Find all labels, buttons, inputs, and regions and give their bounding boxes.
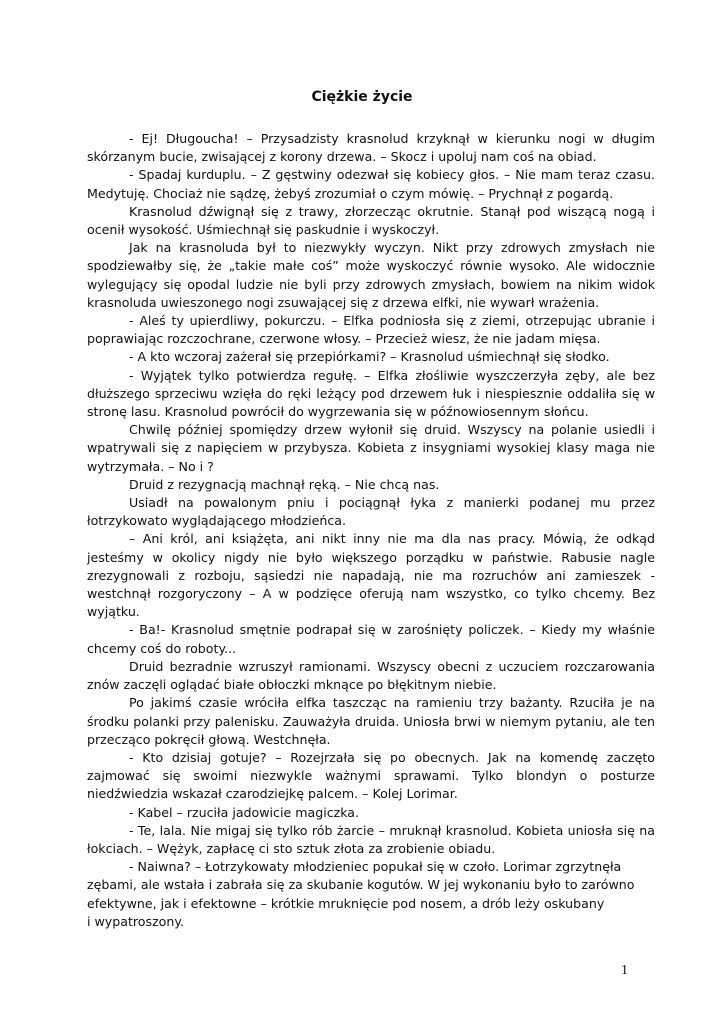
- paragraph: Usiadł na powalonym pniu i pociągnął łyka z manierki podanej mu przez łotrzykowato wyglądającego młodzieńca.: [87, 495, 655, 529]
- paragraph: Chwilę później spomiędzy drzew wyłonił się druid. Wszyscy na polanie usiedli i wpatrywali się z napięciem w przybysza. Kobieta z insygniami wysokiej klasy maga nie wytrzymała. – No i ?: [87, 422, 655, 474]
- paragraph: - Kto dzisiaj gotuje? – Rozejrzała się po obecnych. Jak na komendę zaczęto zajmować się swoimi niezwykle ważnymi sprawami. Tylko blondyn o posturze niedźwiedzia wskazał czarodziejkę palcem. – Kolej Lorimar.: [87, 749, 655, 802]
- paragraph: Krasnolud dźwignął się z trawy, złorzecząc okrutnie. Stanął pod wiszącą nogą i ocenił wysokość. Uśmiechnął się paskudnie i wyskoczył.: [87, 203, 655, 238]
- paragraph: – Ani król, ani książęta, ani nikt inny nie ma dla nas pracy. Mówią, że odkąd jesteśmy w okolicy nigdy nie było większego porządku w państwie. Rabusie nagle zrezygnowali z rozboju, sąsiedzi nie napadają, nie ma rozruchów ani zamieszek - westchnął rozgoryczony – A w podzięce oferują nam wszystko, co tylko chcemy. Bez wyjątku.: [87, 531, 655, 620]
- paragraph: - Kabel – rzuciła jadowicie magiczka.: [129, 804, 360, 820]
- paragraph: i wypatroszony.: [87, 913, 185, 929]
- document-title: Ciężkie życie: [311, 89, 413, 105]
- paragraph: Druid bezradnie wzruszył ramionami. Wszyscy obecni z uczuciem rozczarowania znów zaczęli oglądać białe obłoczki mknące po błękitnym niebie.: [87, 658, 655, 693]
- paragraph: Druid z rezygnacją machnął ręką. – Nie chcą nas.: [129, 476, 440, 492]
- paragraph: - Spadaj kurduplu. – Z gęstwiny odezwał się kobiecy głos. – Nie mam teraz czasu. Medytuję. Chociaż nie sądzę, żebyś zrozumiał o czym mówię. – Prychnął z pogardą.: [87, 167, 655, 201]
- paragraph: Po jakimś czasie wróciła elfka taszcząc na ramieniu trzy bażanty. Rzuciła je na środku polanki przy palenisku. Zauważyła druida. Uniosła brwi w niemym pytaniu, ale ten przecząco pokręcił głową. Westchnęła.: [87, 695, 655, 747]
- paragraph: Jak na krasnoluda był to niezwykły wyczyn. Nikt przy zdrowych zmysłach nie spodziewałby się, że „takie małe coś” może wyskoczyć równie wysoko. Ale widocznie wylegujący się opodal ludzie nie byli przy zdrowych zmysłach, bowiem na nikim widok krasnoluda uwieszonego nogi zsuwającej się z drzewa elfki, nie wywarł wrażenia.: [87, 240, 655, 310]
- paragraph: - A kto wczoraj zażerał się przepiórkami? – Krasnolud uśmiechnął się słodko.: [129, 349, 610, 365]
- page-number: 1: [621, 963, 628, 978]
- paragraph: - Ej! Długoucha! – Przysadzisty krasnolud krzyknął w kierunku nogi w długim skórzanym bucie, zwisającej z korony drzewa. – Skocz i upoluj nam coś na obiad.: [87, 131, 655, 165]
- paragraph: - Naiwna? – Łotrzykowaty młodzieniec popukał się w czoło. Lorimar zgrzytnęła zębami, ale wstała i zabrała się za skubanie kogutów. W jej wykonaniu było to zarówno efektywne, jak i efektowne – krótkie mruknięcie pod nosem, a drób leży oskubany: [87, 859, 635, 911]
- paragraph: - Te, lala. Nie migaj się tylko rób żarcie – mruknął krasnolud. Kobieta uniosła się na łokciach. – Wężyk, zapłacę ci sto sztuk złota za zrobienie obiadu.: [87, 822, 655, 856]
- paragraph: - Wyjątek tylko potwierdza regułę. – Elfka złośliwie wyszczerzyła zęby, ale bez dłuższego sprzeciwu wzięła do ręki leżący pod drzewem łuk i niespiesznie oddaliła się w stronę lasu. Krasnolud powrócił do wygrzewania się w późnowiosennym słońcu.: [87, 367, 655, 420]
- paragraph: - Ba!- Krasnolud smętnie podrapał się w zarośnięty policzek. – Kiedy my właśnie chcemy coś do roboty...: [87, 622, 655, 656]
- paragraph: - Aleś ty upierdliwy, pokurczu. – Elfka podniosła się z ziemi, otrzepując ubranie i poprawiając rozczochrane, czerwone włosy. – Przecież wiesz, że nie jadam mięsa.: [87, 313, 655, 347]
- document-body: [87, 130, 655, 931]
